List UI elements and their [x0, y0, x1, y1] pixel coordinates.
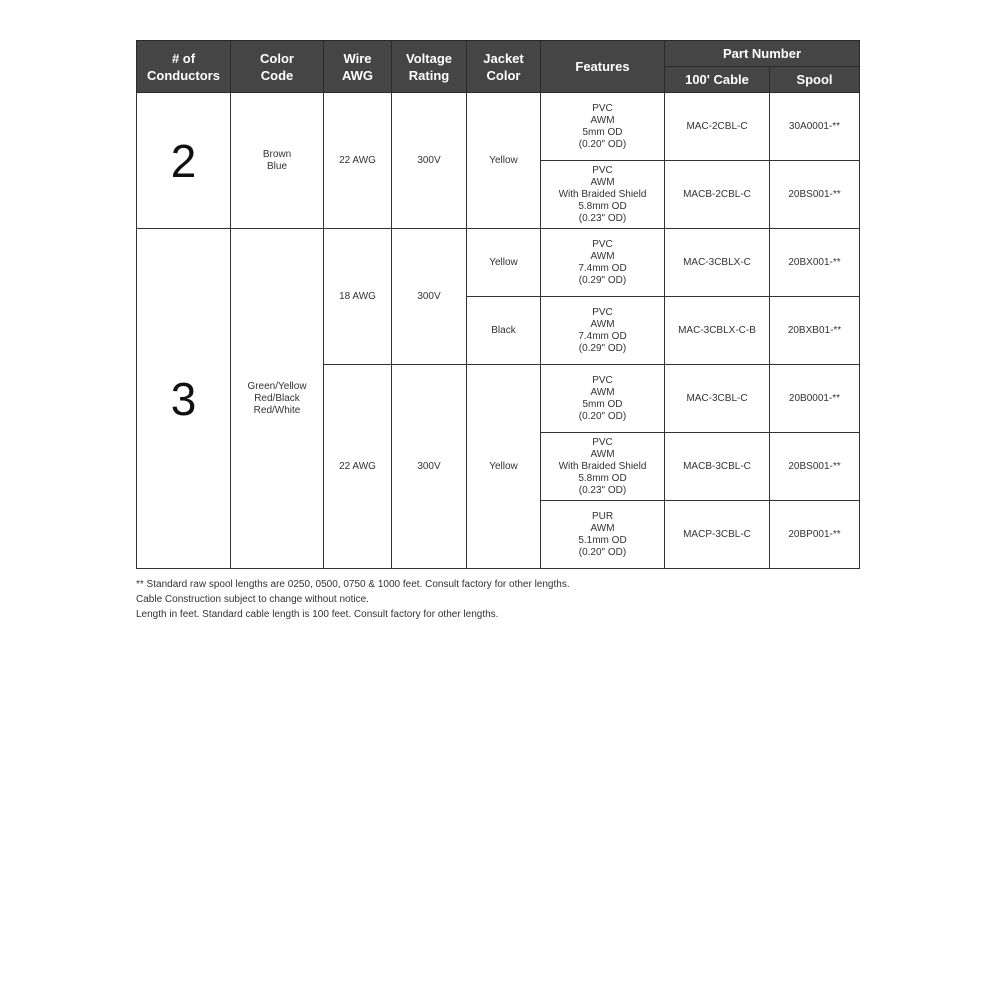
header-voltage-rating: Voltage Rating: [392, 41, 467, 93]
cable-part-number: MAC-3CBL-C: [665, 365, 770, 433]
spool-part-number: 30A0001-**: [770, 93, 860, 161]
features-cell: PVC AWM 5mm OD (0.20" OD): [541, 93, 665, 161]
voltage-cell: 300V: [392, 229, 467, 365]
jacket-color-cell: Black: [467, 297, 541, 365]
header-wire-awg: Wire AWG: [324, 41, 392, 93]
voltage-cell: 300V: [392, 93, 467, 229]
header-spool: Spool: [770, 67, 860, 93]
header-color-code: Color Code: [231, 41, 324, 93]
spool-part-number: 20BS001-**: [770, 161, 860, 229]
features-cell: PVC AWM With Braided Shield 5.8mm OD (0.23" OD): [541, 161, 665, 229]
jacket-color-cell: Yellow: [467, 93, 541, 229]
voltage-cell: 300V: [392, 365, 467, 569]
table-row: [137, 93, 860, 161]
wire-awg-cell: 22 AWG: [324, 93, 392, 229]
spool-part-number: 20B0001-**: [770, 365, 860, 433]
features-cell: PVC AWM With Braided Shield 5.8mm OD (0.23" OD): [541, 433, 665, 501]
footnote-length: Length in feet. Standard cable length is 100 feet. Consult factory for other lengths.: [136, 609, 499, 620]
features-cell: PVC AWM 5mm OD (0.20" OD): [541, 365, 665, 433]
footnote-construction: Cable Construction subject to change without notice.: [136, 594, 369, 605]
spool-part-number: 20BS001-**: [770, 433, 860, 501]
cable-part-number: MACB-3CBL-C: [665, 433, 770, 501]
wire-awg-cell: 18 AWG: [324, 229, 392, 365]
spool-part-number: 20BP001-**: [770, 501, 860, 569]
header-conductors: # of Conductors: [137, 41, 231, 93]
cable-part-number: MAC-2CBL-C: [665, 93, 770, 161]
wire-awg-cell: 22 AWG: [324, 365, 392, 569]
jacket-color-cell: Yellow: [467, 365, 541, 569]
cable-part-number: MAC-3CBLX-C: [665, 229, 770, 297]
footnote-spool-lengths: ** Standard raw spool lengths are 0250, 0500, 0750 & 1000 feet. Consult factory for other lengths.: [136, 579, 570, 590]
features-cell: PUR AWM 5.1mm OD (0.20" OD): [541, 501, 665, 569]
cable-part-number: MACP-3CBL-C: [665, 501, 770, 569]
features-cell: PVC AWM 7.4mm OD (0.29" OD): [541, 229, 665, 297]
jacket-color-cell: Yellow: [467, 229, 541, 297]
cable-spec-table: [136, 40, 860, 569]
header-part-number: Part Number: [665, 41, 860, 67]
features-cell: PVC AWM 7.4mm OD (0.29" OD): [541, 297, 665, 365]
header-features: Features: [541, 41, 665, 93]
table-row: [137, 229, 860, 297]
conductor-count: 3: [137, 229, 231, 569]
spool-part-number: 20BXB01-**: [770, 297, 860, 365]
header-100-cable: 100' Cable: [665, 67, 770, 93]
header-jacket-color: Jacket Color: [467, 41, 541, 93]
cable-part-number: MACB-2CBL-C: [665, 161, 770, 229]
cable-part-number: MAC-3CBLX-C-B: [665, 297, 770, 365]
color-code-cell: Brown Blue: [231, 93, 324, 229]
footnotes: [136, 577, 859, 622]
conductor-count: 2: [137, 93, 231, 229]
color-code-cell: Green/Yellow Red/Black Red/White: [231, 229, 324, 569]
spool-part-number: 20BX001-**: [770, 229, 860, 297]
